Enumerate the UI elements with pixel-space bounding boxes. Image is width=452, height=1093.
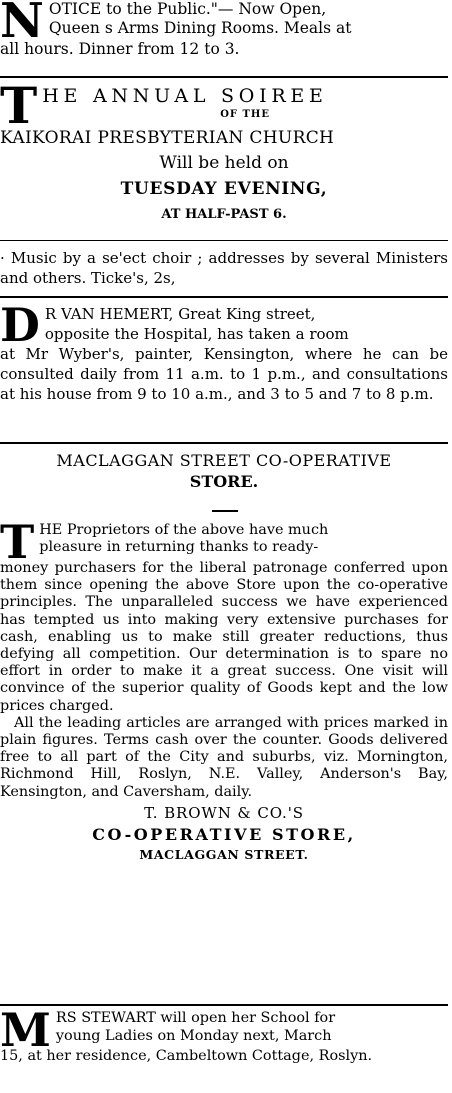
store-para1-line1: HE Proprietors of the above have much (39, 522, 329, 538)
store-drop-cap: T (0, 515, 35, 569)
school-line2: young Ladies on Monday next, March (55, 1027, 332, 1044)
soiree-church: KAIKORAI PRESBYTERIAN CHURCH (0, 128, 335, 148)
soiree-drop-cap: T (0, 76, 38, 135)
doctor-line2: opposite the Hospital, has taken a room (44, 325, 349, 343)
short-dash (212, 510, 238, 512)
store-ad (0, 450, 448, 492)
notice-ad (0, 0, 448, 59)
divider-rule (0, 296, 448, 298)
school-drop-cap: M (0, 1003, 51, 1057)
school-ad (0, 1003, 448, 1066)
notice-drop-cap: N (0, 0, 44, 49)
soiree-ad (0, 76, 448, 228)
store-sign-1: T. BROWN & CO.'S (144, 803, 304, 822)
store-title: MACLAGGAN STREET CO-OPERATIVE (56, 451, 392, 470)
soiree-of-the: OF THE (220, 109, 271, 120)
divider-rule-thin (0, 240, 448, 241)
store-para1-line2: pleasure in returning thanks to ready- (39, 539, 319, 556)
doctor-drop-cap: D (0, 298, 40, 352)
divider-rule (0, 76, 448, 78)
store-para2: All the leading articles are arranged with prices marked in plain figures. Terms cash over the counter. Goods delivered free to all part of the City and suburbs, viz. Mornington, Richmond Hill, Roslyn, N.E. Valley, Anderson's Bay, Kensington, and Caversham, daily. (0, 714, 448, 800)
divider-rule (0, 442, 448, 444)
divider-rule (0, 1004, 448, 1006)
store-sign-3: MACLAGGAN STREET. (139, 846, 309, 862)
store-para1-rest: money purchasers for the liberal patronage conferred upon them since opening the above Store upon the co-operative principles. The unparalleled success we have experienced has tempted us into making very extensive purchases for cash, enabling us to make still greater reductions, thus defying all competition. Our determination is to spare no effort in order to make it a great success. One visit will convince of the superior quality of Goods kept and the low prices charged. (0, 560, 448, 714)
notice-line2: Queen s Arms Dining Rooms. Meals at (48, 19, 352, 37)
doctor-ad (0, 298, 448, 404)
store-body (0, 515, 448, 864)
store-sign-2: CO-OPERATIVE STORE, (92, 824, 356, 844)
soiree-held-on: Will be held on (159, 153, 289, 173)
soiree-time: AT HALF-PAST 6. (161, 207, 287, 222)
soiree-date: TUESDAY EVENING, (120, 179, 328, 199)
store-title-2: STORE. (189, 472, 259, 491)
notice-line3: all hours. Dinner from 12 to 3. (0, 40, 240, 58)
soiree-heading: HE ANNUAL SOIREE (42, 85, 328, 107)
soiree-body: · Music by a se'ect choir ; addresses by several Ministers and others. Ticke's, 2s, (0, 249, 448, 287)
school-line1: RS STEWART will open her School for (55, 1010, 336, 1026)
soiree-details (0, 248, 448, 288)
doctor-body: at Mr Wyber's, painter, Kensington, where he can be consulted daily from 11 a.m. to 1 p.m., and consultations at his house from 9 to 10 a.m., and 3 to 5 and 7 to 8 p.m. (0, 345, 448, 403)
school-body: 15, at her residence, Cambeltown Cottage, Roslyn. (0, 1048, 373, 1064)
doctor-line1: R VAN HEMERT, Great King street, (44, 305, 316, 323)
notice-line1: OTICE to the Public."— Now Open, (48, 0, 327, 18)
